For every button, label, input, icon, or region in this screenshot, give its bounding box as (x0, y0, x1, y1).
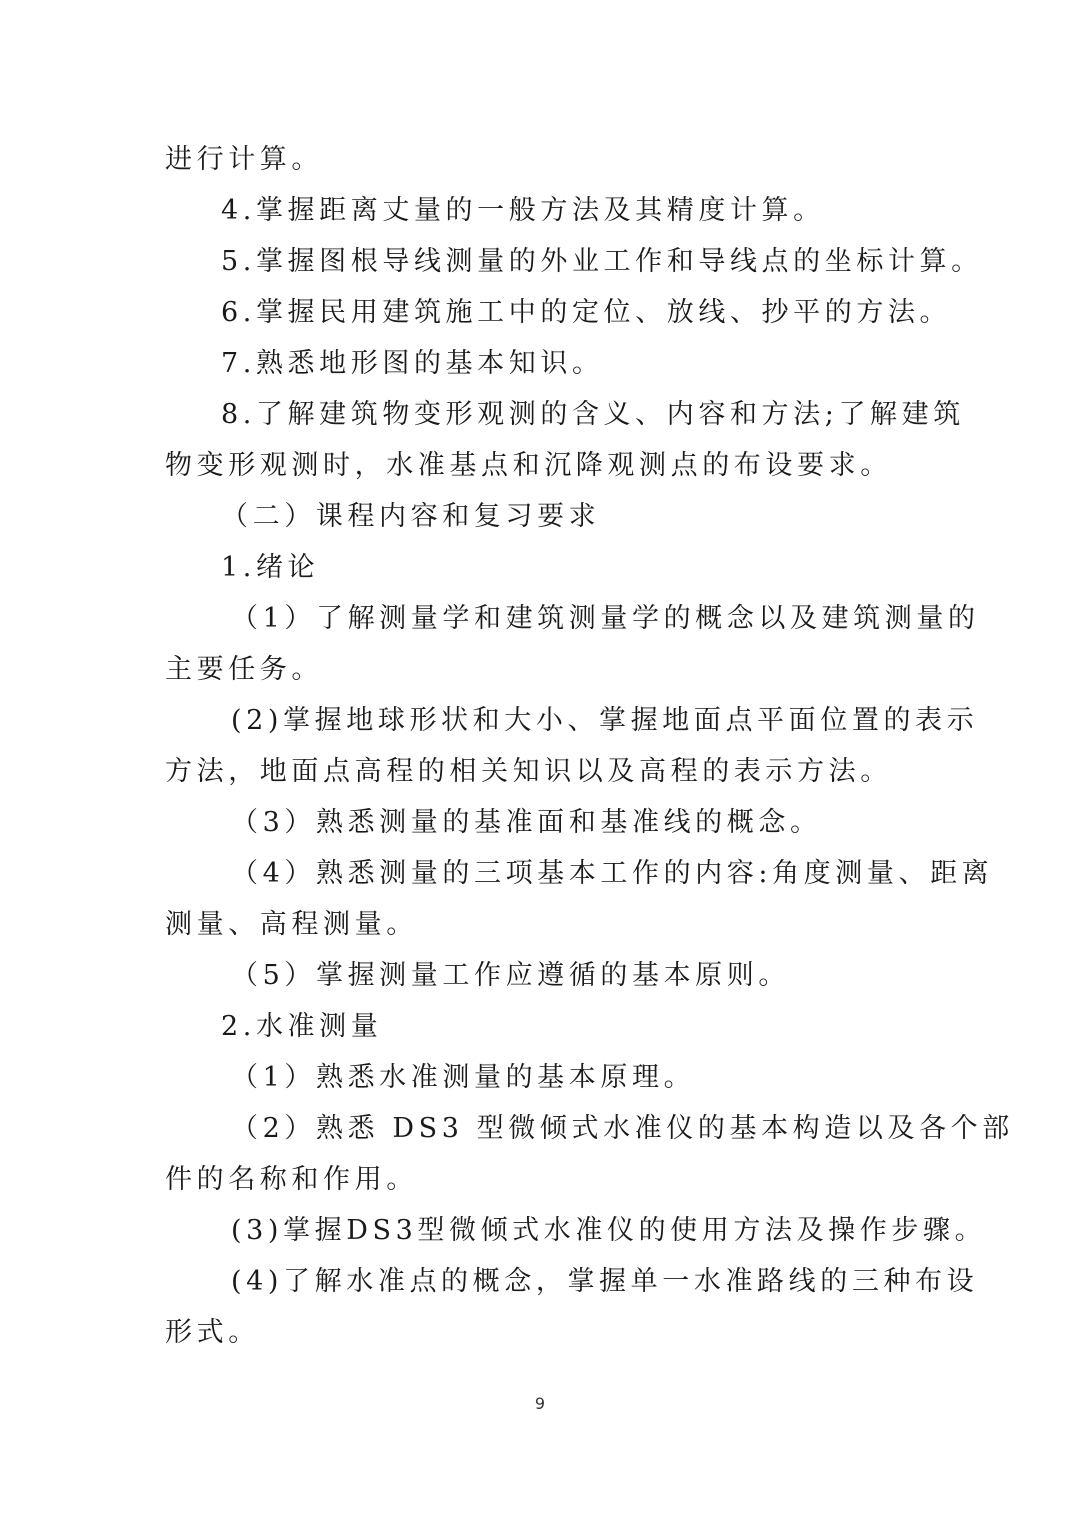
body-text (165, 134, 1014, 1358)
text-line: 物变形观测时，水准基点和沉降观测点的布设要求。 (165, 450, 892, 481)
text-line: （1）熟悉水准测量的基本原理。 (231, 1062, 696, 1093)
text-line: 形式。 (165, 1317, 260, 1348)
subsection-heading: 2.水准测量 (221, 1011, 383, 1042)
text-line: （4）熟悉测量的三项基本工作的内容:角度测量、距离 (231, 858, 994, 889)
text-line: (4)了解水准点的概念，掌握单一水准路线的三种布设 (231, 1266, 979, 1297)
text-line: 8.了解建筑物变形观测的含义、内容和方法;了解建筑 (221, 399, 965, 430)
text-line: （2）熟悉 DS3 型微倾式水准仪的基本构造以及各个部 (231, 1113, 1014, 1144)
text-line: 方法，地面点高程的相关知识以及高程的表示方法。 (165, 756, 892, 787)
section-heading: （二）课程内容和复习要求 (221, 501, 601, 532)
text-line: 主要任务。 (165, 654, 323, 685)
text-line: （1）了解测量学和建筑测量学的概念以及建筑测量的 (231, 603, 980, 634)
text-line: （3）熟悉测量的基准面和基准线的概念。 (231, 807, 822, 838)
text-line: 4.掌握距离丈量的一般方法及其精度计算。 (221, 195, 825, 226)
text-line: 5.掌握图根导线测量的外业工作和导线点的坐标计算。 (221, 246, 983, 277)
text-line: (2)掌握地球形状和大小、掌握地面点平面位置的表示 (231, 705, 979, 736)
text-line: (3)掌握DS3型微倾式水准仪的使用方法及操作步骤。 (231, 1215, 987, 1246)
text-line: （5）掌握测量工作应遵循的基本原则。 (231, 960, 790, 991)
subsection-heading: 1.绪论 (221, 552, 320, 583)
page-number: 9 (534, 1394, 546, 1413)
text-line: 进行计算。 (165, 144, 323, 175)
text-line: 件的名称和作用。 (165, 1164, 418, 1195)
text-line: 测量、高程测量。 (165, 909, 418, 940)
text-line: 6.掌握民用建筑施工中的定位、放线、抄平的方法。 (221, 297, 952, 328)
text-line: 7.熟悉地形图的基本知识。 (221, 348, 604, 379)
